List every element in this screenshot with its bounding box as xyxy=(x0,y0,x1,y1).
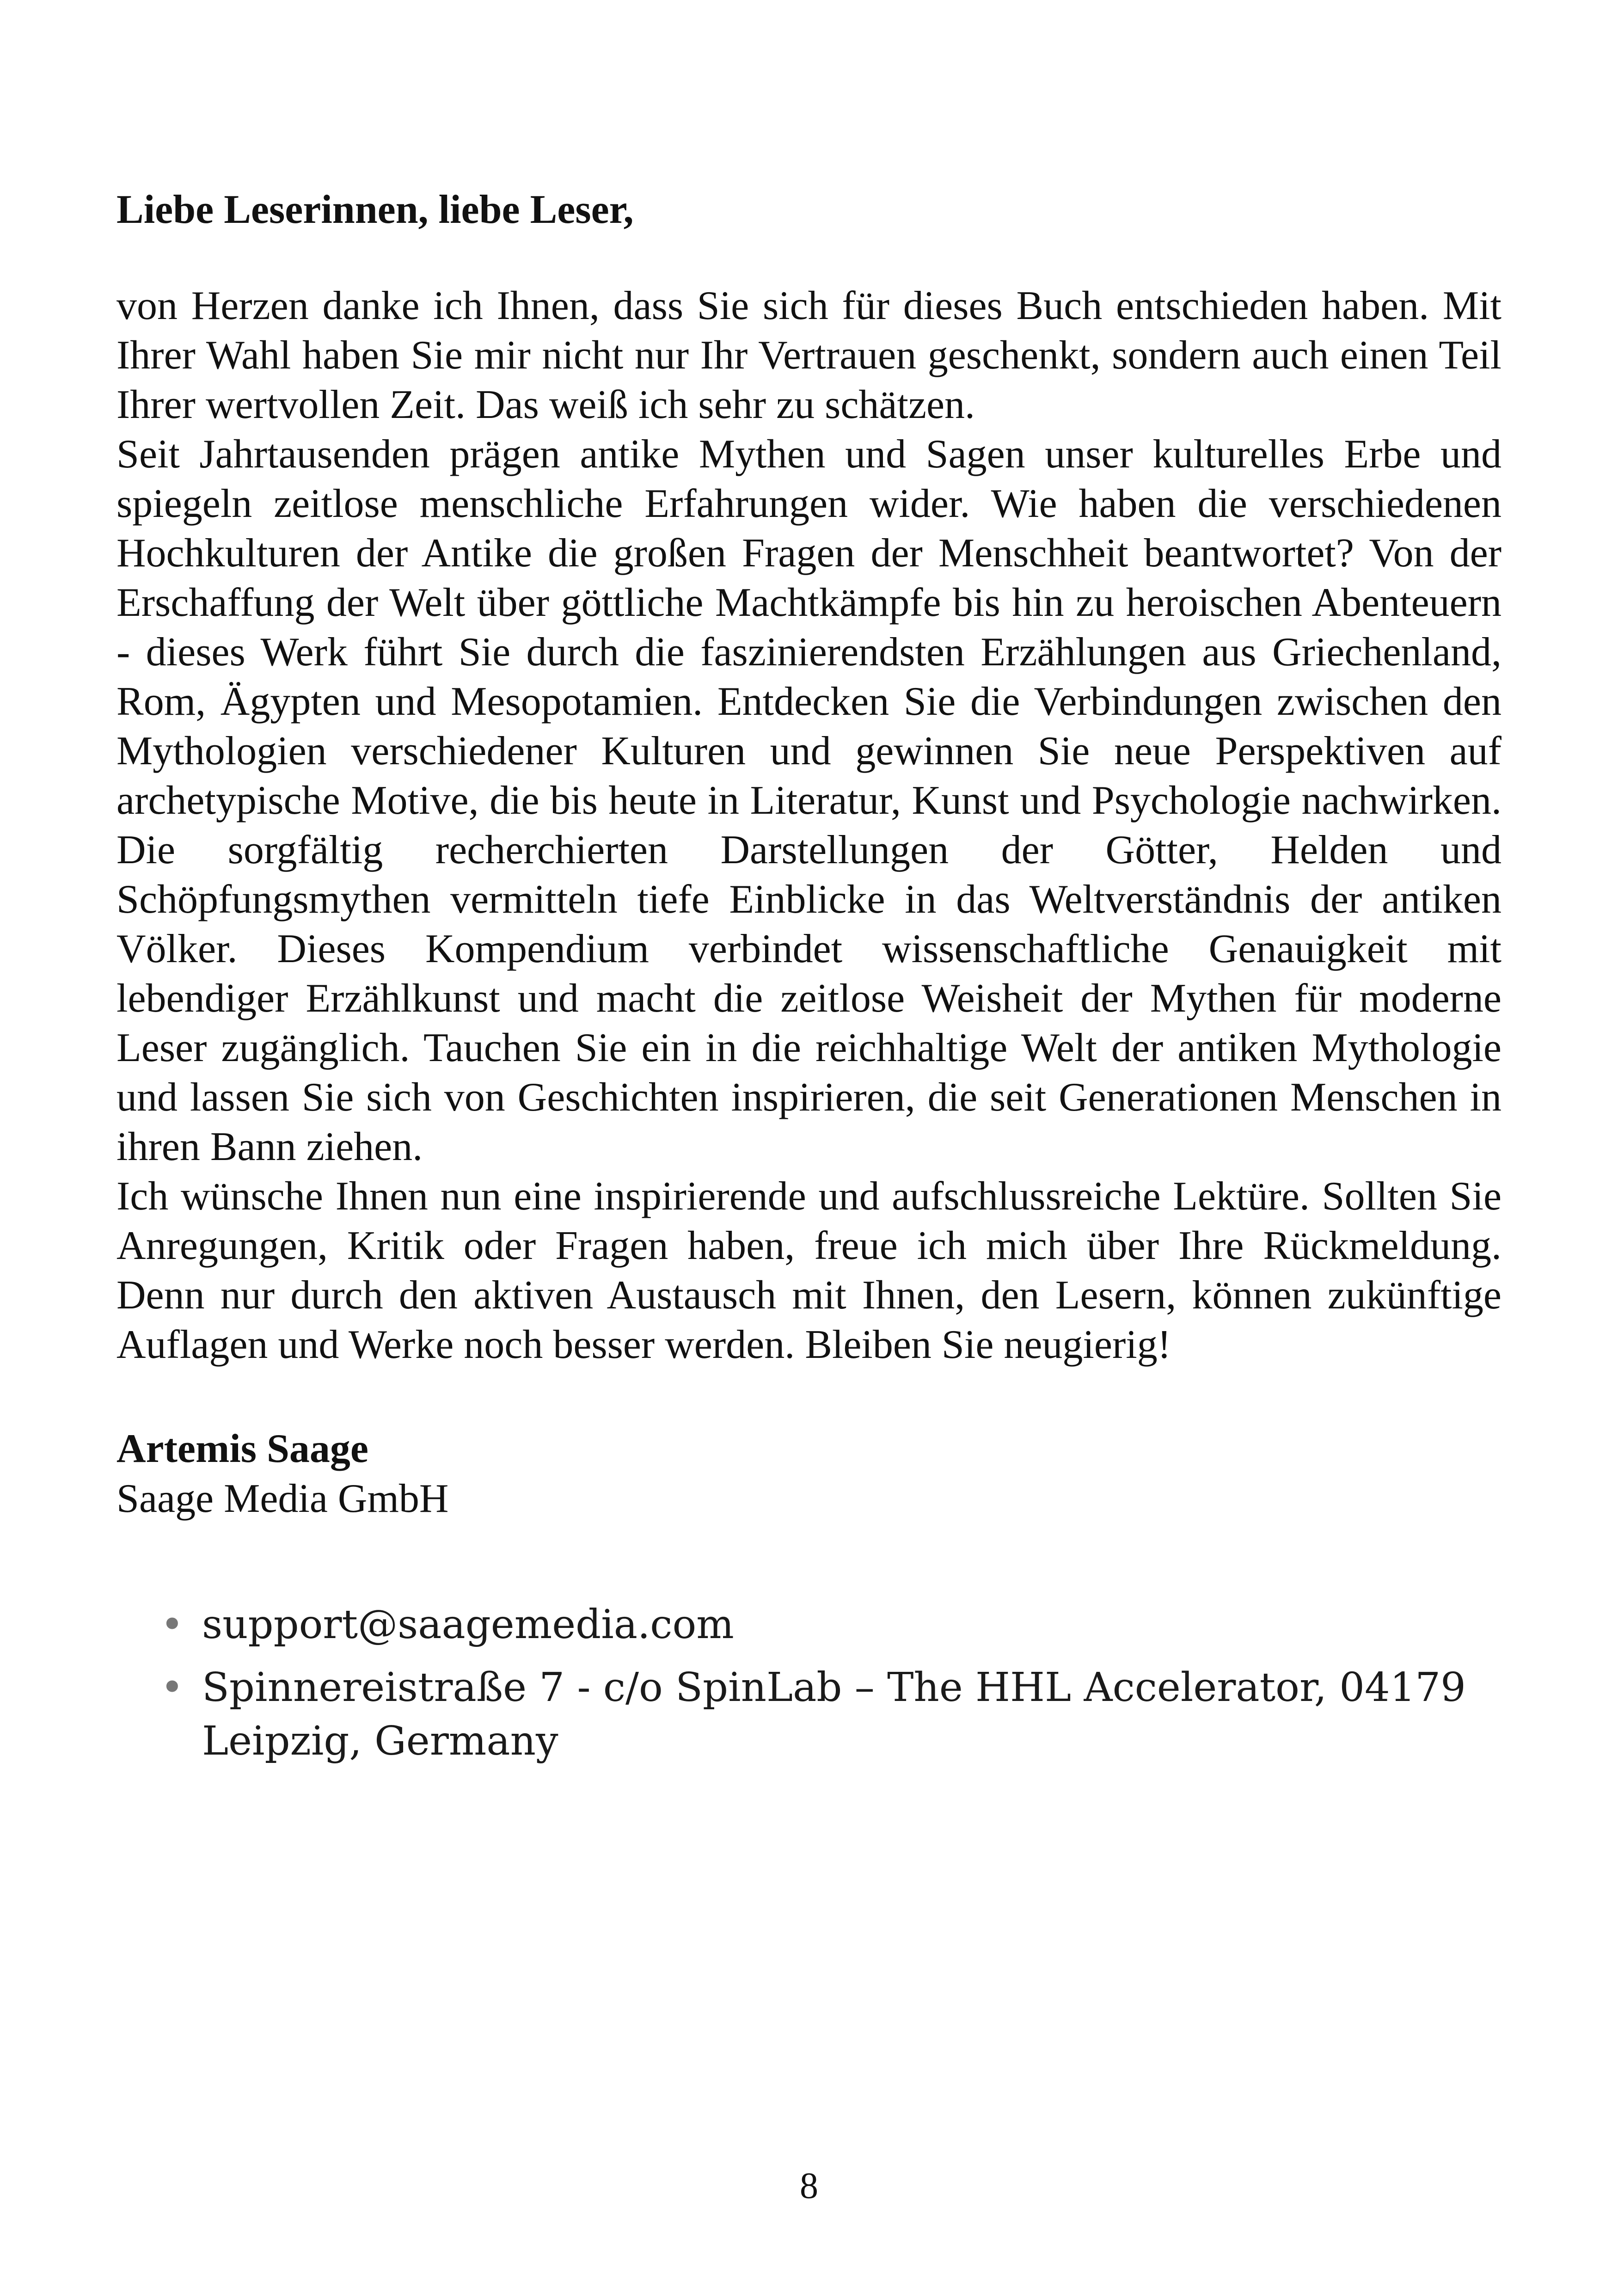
bullet-icon: • xyxy=(160,1664,184,1711)
contact-email: support@saagemedia.com xyxy=(202,1602,734,1648)
contact-address-item xyxy=(160,1661,1566,1768)
contact-list xyxy=(116,1598,1566,1768)
contact-email-item xyxy=(160,1598,1566,1651)
greeting-heading: Liebe Leserinnen, liebe Leser, xyxy=(116,187,634,232)
page-number: 8 xyxy=(800,2166,818,2206)
bullet-icon: • xyxy=(160,1602,184,1648)
letter-page xyxy=(116,185,1502,1777)
letter-paragraph-content: Seit Jahrtausenden prägen antike Mythen und Sagen unser kulturelles Erbe und spiegeln zeitlose menschliche Erfahrungen wider. Wie haben die verschiedenen Hochkulturen der Antike die großen Fragen der Menschheit beantwortet? Von der Erschaffung der Welt über göttliche Machtkämpfe bis hin zu heroischen Abenteuern - dieses Werk führt Sie durch die faszinierendsten Erzählungen aus Griechenland, Rom, Ägypten und Mesopotamien. Entdecken Sie die Verbindungen zwischen den Mythologien verschiedener Kulturen und gewinnen Sie neue Perspektiven auf archetypische Motive, die bis heute in Literatur, Kunst und Psychologie nachwirken. Die sorgfältig recherchierten Darstellungen der Götter, Helden und Schöpfungsmythen vermitteln tiefe Einblicke in das Weltverständnis der antiken Völker. Dieses Kompendium verbindet wissenschaftliche Genauigkeit mit lebendiger Erzählkunst und macht die zeitlose Weisheit der Mythen für moderne Leser zugänglich. Tauchen Sie ein in die reichhaltige Welt der antiken Mythologie und lassen Sie sich von Geschichten inspirieren, die seit Generationen Menschen in ihren Bann ziehen. xyxy=(116,432,1502,1169)
contact-address: Spinnereistraße 7 - c/o SpinLab – The HHL Accelerator, 04179 Leipzig, Germany xyxy=(202,1664,1466,1764)
letter-paragraph-thanks: von Herzen danke ich Ihnen, dass Sie sich für dieses Buch entschieden haben. Mit Ihrer Wahl haben Sie mir nicht nur Ihr Vertrauen geschenkt, sondern auch einen Teil Ihrer wertvollen Zeit. Das weiß ich sehr zu schätzen. xyxy=(116,283,1502,427)
signature-block xyxy=(116,1424,1502,1524)
company-name: Saage Media GmbH xyxy=(116,1476,449,1521)
letter-paragraph-closing: Ich wünsche Ihnen nun eine inspirierende und aufschlussreiche Lektüre. Sollten Sie Anregungen, Kritik oder Fragen haben, freue ich mich über Ihre Rückmeldung. Denn nur durch den aktiven Austausch mit Ihnen, den Lesern, können zukünftige Auflagen und Werke noch besser werden. Bleiben Sie neugierig! xyxy=(116,1174,1502,1367)
author-name: Artemis Saage xyxy=(116,1426,368,1471)
